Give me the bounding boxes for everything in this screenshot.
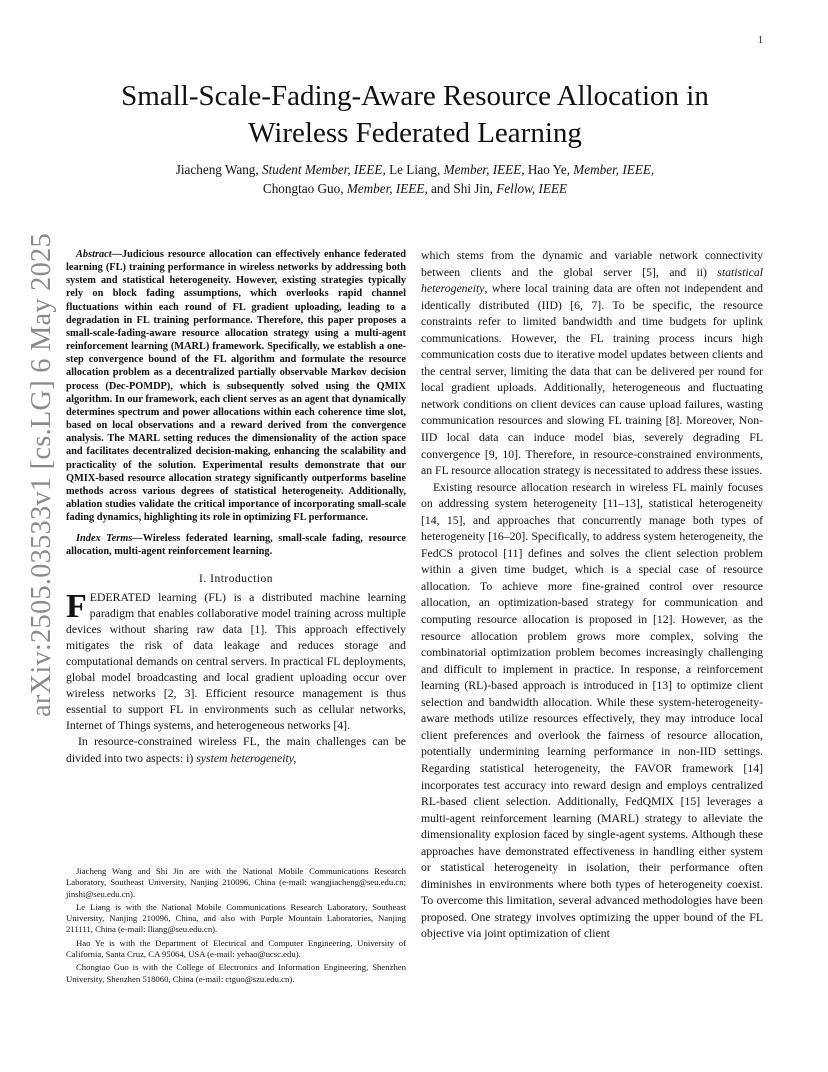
index-terms — [66, 532, 406, 558]
intro-paragraph-1-text: EDERATED learning (FL) is a distributed machine learning paradigm that enables collaborative model training across multiple devices without sharing raw data [1]. This approach effectively mitigates the risk of data leakage and reduces storage and computational demands on central servers. In practical FL deployments, global model broadcasting and local gradient uploading occur over wireless networks [2, 3]. Efficient resource management is thus essential to support FL in environments such as cellular networks, Internet of Things systems, and heterogeneous networks [4]. — [66, 590, 406, 733]
author-name: Chongtao Guo, — [262, 181, 344, 196]
intro-paragraph-2-italic: system heterogeneity, — [196, 751, 297, 765]
right-paragraph-1-text-a: which stems from the dynamic and variable network connectivity between clients and the global server [5], and ii) — [421, 249, 763, 279]
author-name: and Shi Jin, — [431, 181, 493, 196]
paper-title: Small-Scale-Fading-Aware Resource Allocation in Wireless Federated Learning — [121, 80, 709, 149]
intro-paragraph-2 — [66, 734, 406, 766]
index-terms-lead: Index Terms— — [76, 533, 143, 545]
author-affiliation-footnotes — [66, 866, 406, 987]
section-heading-introduction: I. Introduction — [199, 572, 273, 585]
author-role: Student Member, IEEE, — [261, 162, 386, 177]
right-paragraph-1-text-b: , where local training data are often not independent and identically distributed (IID) [6, 7]. To be specific, the resource constraints refer to limited bandwidth and time budgets for uplink communications. However, the FL training process incurs high communication costs due to iterative model updates between clients and the central server, limiting the data that can be delivered per round for local gradient uploads. Additionally, heterogeneous and fluctuating network conditions on client devices can cause upload failures, wasting communication resources and slowing FL training [8]. Moreover, Non-IID local data can induce model bias, severely degrading FL convergence [9, 10]. Therefore, in resource-constrained environments, an FL resource allocation strategy is necessitated to address these issues. — [421, 282, 763, 478]
author-role: Fellow, IEEE — [496, 181, 568, 196]
abstract — [66, 248, 406, 524]
index-terms-text: Wireless federated learning, small-scale fading, resource allocation, multi-agent reinforcement learning. — [66, 533, 407, 558]
abstract-text: Judicious resource allocation can effectively enhance federated learning (FL) training performance in wireless networks by addressing both system and statistical heterogeneity. However, existing strategies typically rely on block fading assumptions, which overlooks rapid channel fluctuations within each round of FL gradient uploading, leading to a degradation in FL training performance. Therefore, this paper proposes a small-scale-fading-aware resource allocation strategy using a multi-agent reinforcement learning (MARL) framework. Specifically, we establish a one-step convergence bound of the FL algorithm and formulate the resource allocation problem as a decentralized partially observable Markov decision process (Dec-POMDP), which is subsequently solved using the QMIX algorithm. In our framework, each client serves as an agent that dynamically determines spectrum and power allocations within each coherence time slot, based on local observations and a reward derived from the convergence analysis. The MARL setting reduces the dimensionality of the action space and facilitates decentralized decision-making, enhancing the scalability and practicality of the solution. Experimental results demonstrate that our QMIX-based resource allocation strategy significantly outperforms baseline methods across various degrees of statistical heterogeneity. Additionally, ablation studies validate the critical importance of incorporating small-scale fading dynamics, highlighting its role in optimizing FL performance. — [66, 249, 406, 524]
right-column — [421, 248, 763, 943]
author-role: Member, IEEE, — [346, 181, 428, 196]
arxiv-identifier-text: arXiv:2505.03533v1 [cs.LG] 6 May 2025 — [26, 233, 57, 717]
author-role: Member, IEEE, — [573, 162, 655, 177]
intro-paragraph-2-text: In resource-constrained wireless FL, the main challenges can be divided into two aspects: i) — [66, 735, 406, 765]
footnote: Hao Ye is with the Department of Electrical and Computer Engineering, University of California, Santa Cruz, CA 95064, USA (e-mail: yehao@ucsc.edu). — [66, 937, 406, 960]
drop-cap: F — [66, 587, 87, 625]
intro-paragraph-1 — [66, 587, 406, 735]
page-number: 1 — [758, 35, 763, 46]
footnote: Chongtao Guo is with the College of Electronics and Information Engineering, Shenzhen University, Shenzhen 518060, China (e-mail: ctguo@szu.edu.cn). — [66, 962, 406, 984]
arxiv-identifier-stamp — [22, 233, 62, 717]
footnote: Jiacheng Wang and Shi Jin are with the National Mobile Communications Research Laboratory, Southeast University, Nanjing 210096, China (e-mail: wangjiacheng@seu.edu.cn; jinshi@seu.edu.cn). — [66, 866, 406, 899]
author-name: Hao Ye, — [527, 162, 570, 177]
right-paragraph-1-italic: statistical heterogeneity — [421, 265, 763, 296]
author-list — [70, 160, 760, 198]
author-name: Le Liang, — [389, 162, 441, 177]
abstract-lead: Abstract— — [76, 249, 122, 260]
right-paragraph-2: Existing resource allocation research in wireless FL mainly focuses on addressing system heterogeneity [11–13], statistical heterogeneity [14, 15], and approaches that concurrently manage both types of heterogeneity [16–20]. Specifically, to address system heterogeneity, the FedCS protocol [11] defines and solves the client selection problem within a given time budget, which is a special case of resource allocation. To achieve more fine-grained control over resource allocation, an optimization-based strategy for communication and computing resource allocation is proposed in [12]. However, as the resource allocation problem grows more complex, solving the combinatorial optimization problem becomes increasingly challenging and difficult to implement in practice. In response, a reinforcement learning (RL)-based approach is introduced in [13] to optimize client selection and bandwidth allocation. While these system-heterogeneity-aware methods utilize resources effectively, they may introduce local client preferences and overlook the fairness of resource allocation, potentially undermining learning performance in non-IID settings. Regarding statistical heterogeneity, the FAVOR framework [14] incorporates test accuracy into reward design and employs centralized RL-based client selection. Additionally, FedQMIX [15] leverages a multi-agent reinforcement learning (MARL) strategy to alleviate the dimensionality explosion faced by single-agent systems. Although these approaches have demonstrated effectiveness in handling either system or statistical heterogeneity in isolation, their performance often diminishes in environments where both types of heterogeneity coexist. To overcome this limitation, several advanced methodologies have been proposed. One strategy involves optimizing the upper bound of the FL objective via joint optimization of client — [421, 480, 763, 941]
right-paragraph-1 — [421, 248, 763, 480]
author-role: Member, IEEE, — [443, 162, 525, 177]
footnote: Le Liang is with the National Mobile Communications Research Laboratory, Southeast University, Nanjing 210096, China, and also with Purple Mountain Laboratories, Nanjing 211111, China (e-mail: lliang@seu.edu.cn). — [66, 901, 406, 935]
author-name: Jiacheng Wang, — [175, 162, 259, 177]
left-column — [66, 248, 406, 767]
